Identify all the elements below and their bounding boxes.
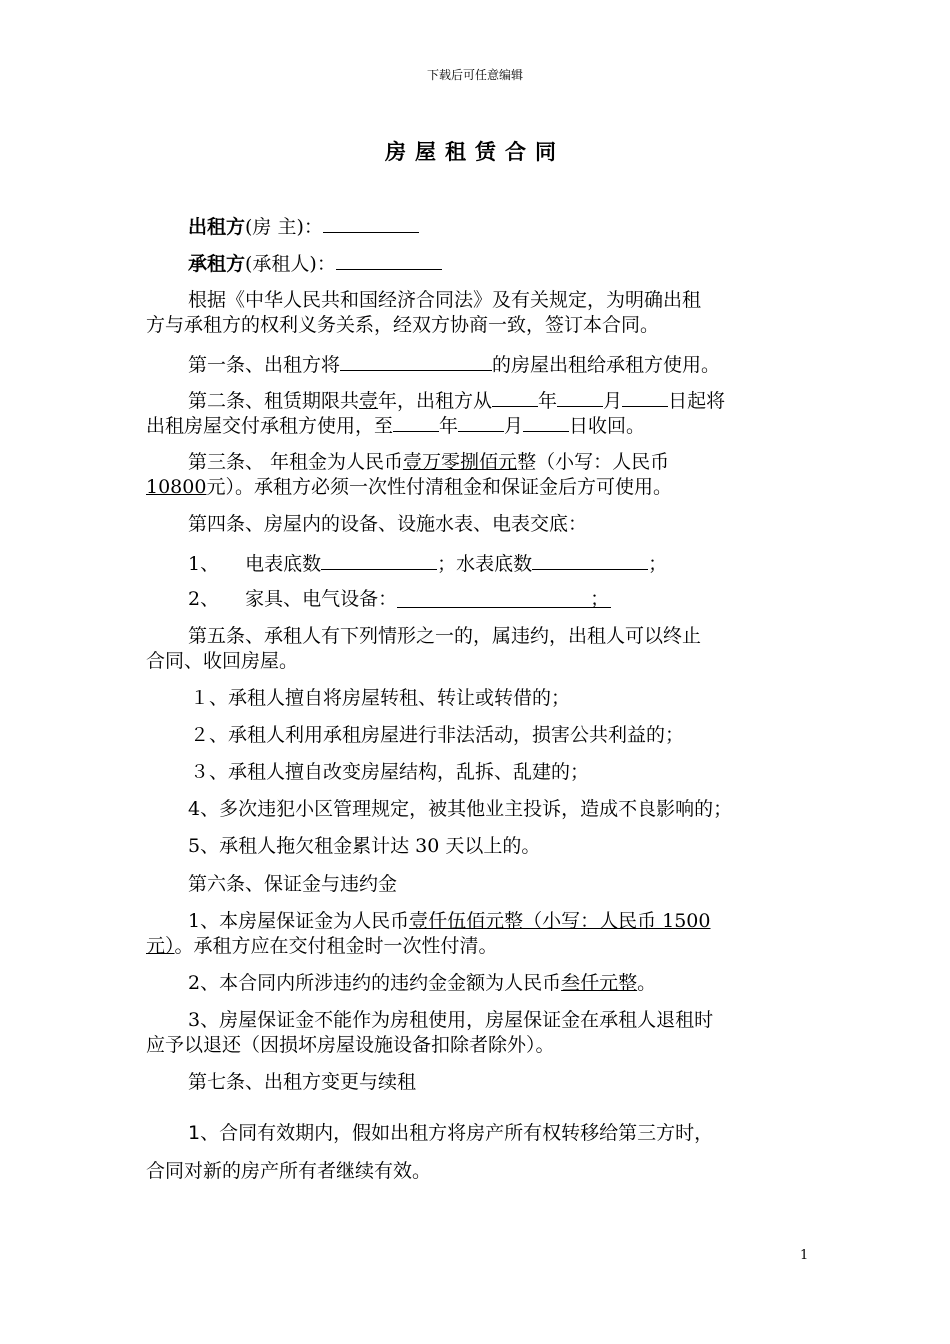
lessee-paren: (承租人)：: [245, 253, 336, 275]
start-month-blank[interactable]: [557, 386, 603, 407]
rent-amount-digits: 10800: [146, 476, 207, 498]
article-7-item-1-line-2: 合同对新的房产所有者继续有效。: [146, 1160, 432, 1182]
lessee-name-blank[interactable]: [336, 249, 442, 270]
article-6-item-1-line-2: [146, 934, 498, 959]
list-item: ３、承租人擅自改变房屋结构，乱拆、乱建的；: [190, 761, 590, 783]
article-7-item-1-line-1: 1、合同有效期内，假如出租方将房产所有权转移给第三方时，: [188, 1122, 714, 1144]
lessee-label: 承租方: [188, 253, 246, 275]
art6-text-4: 。: [637, 972, 657, 994]
article-5-line-1: 第五条、承租人有下列情形之一的，属违约，出租人可以终止: [188, 625, 702, 647]
end-month-blank[interactable]: [458, 411, 504, 432]
rent-amount-words: 壹万零捌佰元: [403, 451, 518, 473]
page-header-note: 下载后可任意编辑: [426, 68, 523, 82]
art2-year: 年: [538, 390, 558, 412]
item-number: 2、: [188, 588, 220, 610]
equipment-label: 家具、电气设备：: [245, 588, 398, 610]
semicolon: ；: [648, 553, 668, 575]
article-4-item-1: [188, 549, 667, 577]
art6-text-2: 。承租方应在交付租金时一次性付清。: [174, 935, 498, 957]
article-6-heading: 第六条、保证金与违约金: [188, 873, 398, 895]
deposit-amount: 壹仟伍佰元整（小写：人民币 1500: [409, 910, 711, 932]
article-6-item-2: [188, 971, 656, 996]
list-item: ２、承租人利用承租房屋进行非法活动，损害公共利益的；: [190, 724, 685, 746]
item-number: 1、: [188, 553, 220, 575]
list-item: 5、承租人拖欠租金累计达 30 天以上的。: [188, 835, 541, 857]
art2-end-month: 月: [504, 415, 524, 437]
art2-month: 月: [603, 390, 623, 412]
article-4-heading: 第四条、房屋内的设备、设施水表、电表交底：: [188, 513, 588, 535]
art1-before: 第一条、出租方将: [188, 354, 341, 376]
article-6-item-1-line-1: [188, 909, 711, 934]
electric-meter-blank[interactable]: [321, 549, 437, 570]
art3-text-2: 整（小写：人民币: [517, 451, 670, 473]
penalty-amount: 叁仟元整: [561, 972, 638, 994]
art2-text-1: 第二条、租赁期限共: [188, 390, 360, 412]
lessor-paren: (房 主)：: [245, 216, 323, 238]
article-6-item-3-line-2: 应予以退还（因损坏房屋设施设备扣除者除外）。: [146, 1034, 555, 1056]
article-4-item-2: [188, 587, 611, 612]
list-item: 4、多次违犯小区管理规定，被其他业主投诉，造成不良影响的；: [188, 798, 733, 820]
article-6-item-3-line-1: 3、房屋保证金不能作为房租使用，房屋保证金在承租人退租时: [188, 1009, 714, 1031]
article-2-line-1: [188, 386, 725, 414]
meter-label-water: ；水表底数: [437, 553, 533, 575]
article-3-line-2: [146, 475, 672, 500]
property-address-blank[interactable]: [340, 350, 492, 371]
deposit-amount-end: 元）: [146, 935, 175, 957]
start-year-blank[interactable]: [492, 386, 538, 407]
water-meter-blank[interactable]: [532, 549, 648, 570]
art6-text-3: 2、本合同内所涉违约的违约金金额为人民币: [188, 972, 562, 994]
lease-years: 壹: [359, 390, 379, 412]
lessee-line: [188, 249, 442, 277]
lessor-name-blank[interactable]: [323, 212, 419, 233]
semicolon: ；: [590, 588, 610, 610]
art2-text-4: 出租房屋交付承租方使用，至: [146, 415, 394, 437]
article-2-line-2: [146, 411, 645, 439]
equipment-blank[interactable]: [397, 587, 611, 608]
lessor-label: 出租方: [188, 216, 246, 238]
document-title: 房屋租赁合同: [385, 140, 565, 164]
start-day-blank[interactable]: [622, 386, 668, 407]
end-year-blank[interactable]: [393, 411, 439, 432]
article-7-heading: 第七条、出租方变更与续租: [188, 1071, 417, 1093]
lessor-line: [188, 212, 419, 240]
art2-text-3: 日起将: [668, 390, 726, 412]
preamble-line-2: 方与承租方的权利义务关系，经双方协商一致，签订本合同。: [146, 314, 660, 336]
article-3-line-1: [188, 450, 669, 475]
page-number: 1: [800, 1248, 809, 1263]
art1-after: 的房屋出租给承租方使用。: [492, 354, 721, 376]
meter-label-electric: 电表底数: [245, 553, 322, 575]
art6-text-1: 1、本房屋保证金为人民币: [188, 910, 410, 932]
preamble-line-1: 根据《中华人民共和国经济合同法》及有关规定，为明确出租: [188, 289, 702, 311]
art2-end-year: 年: [439, 415, 459, 437]
art2-text-5: 日收回。: [569, 415, 646, 437]
end-day-blank[interactable]: [523, 411, 569, 432]
article-5-line-2: 合同、收回房屋。: [146, 650, 299, 672]
art3-text-3: 元）。承租方必须一次性付清租金和保证金后方可使用。: [206, 476, 672, 498]
list-item: １、承租人擅自将房屋转租、转让或转借的；: [190, 687, 571, 709]
art2-text-2: 年，出租方从: [378, 390, 493, 412]
article-1: [188, 350, 720, 378]
art3-text-1: 第三条、 年租金为人民币: [188, 451, 404, 473]
